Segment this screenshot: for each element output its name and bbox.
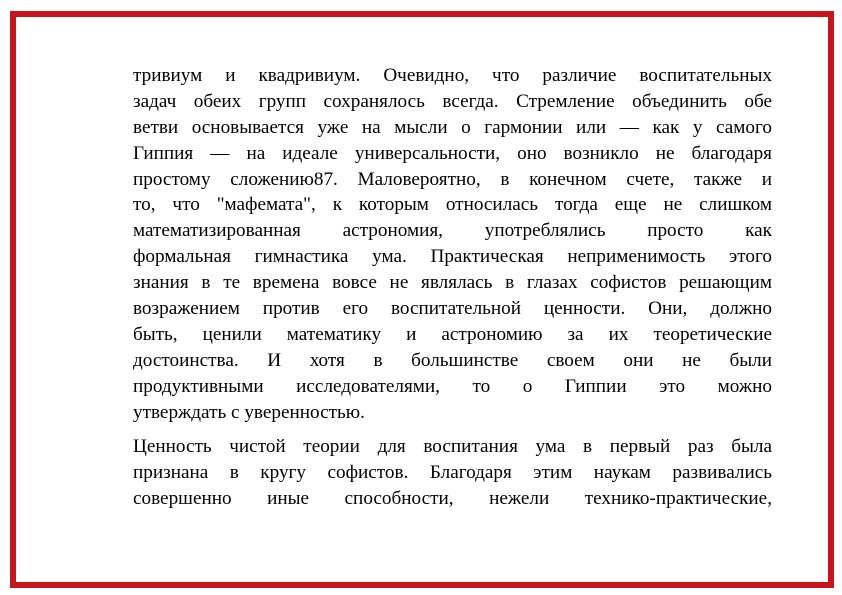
text-line: ветви основывается уже на мысли о гармонии или — как у самого <box>133 116 772 138</box>
text-line: возражением против его воспитательной ценности. Они, должно <box>133 298 772 320</box>
paragraph-1 <box>133 63 772 425</box>
text-line: признана в кругу софистов. Благодаря этим наукам развивались <box>133 462 772 484</box>
text-line: математизированная астрономия, употреблялись просто как <box>133 220 772 242</box>
text-line: знания в те времена вовсе не являлась в глазах софистов решающим <box>133 272 772 294</box>
text-line: совершенно иные способности, нежели технико-практические, <box>133 488 772 510</box>
paragraph-2 <box>133 434 772 512</box>
text-line: задач обеих групп сохранялось всегда. Стремление объединить обе <box>133 90 772 112</box>
text-line: тривиум и квадривиум. Очевидно, что различие воспитательных <box>133 65 772 86</box>
text-line: простому сложению87. Маловероятно, в конечном счете, также и <box>133 168 772 190</box>
text-line: то, что "мафемата", к которым относилась тогда еще не слишком <box>133 194 772 216</box>
text-line: быть, ценили математику и астрономию за их теоретические <box>133 323 772 345</box>
text-line: Гиппия — на идеале универсальности, оно возникло не благодаря <box>133 142 772 164</box>
paragraph-gap <box>133 425 772 434</box>
text-line: формальная гимнастика ума. Практическая неприменимость этого <box>133 246 772 268</box>
text-line: достоинства. И хотя в большинстве своем они не были <box>133 349 772 371</box>
text-line: утверждать с уверенностью. <box>133 401 365 423</box>
text-body <box>133 63 772 512</box>
slide-frame <box>10 11 834 588</box>
text-line: Ценность чистой теории для воспитания ума в первый раз была <box>133 436 772 458</box>
text-line: продуктивными исследователями, то о Гиппии это можно <box>133 375 772 397</box>
